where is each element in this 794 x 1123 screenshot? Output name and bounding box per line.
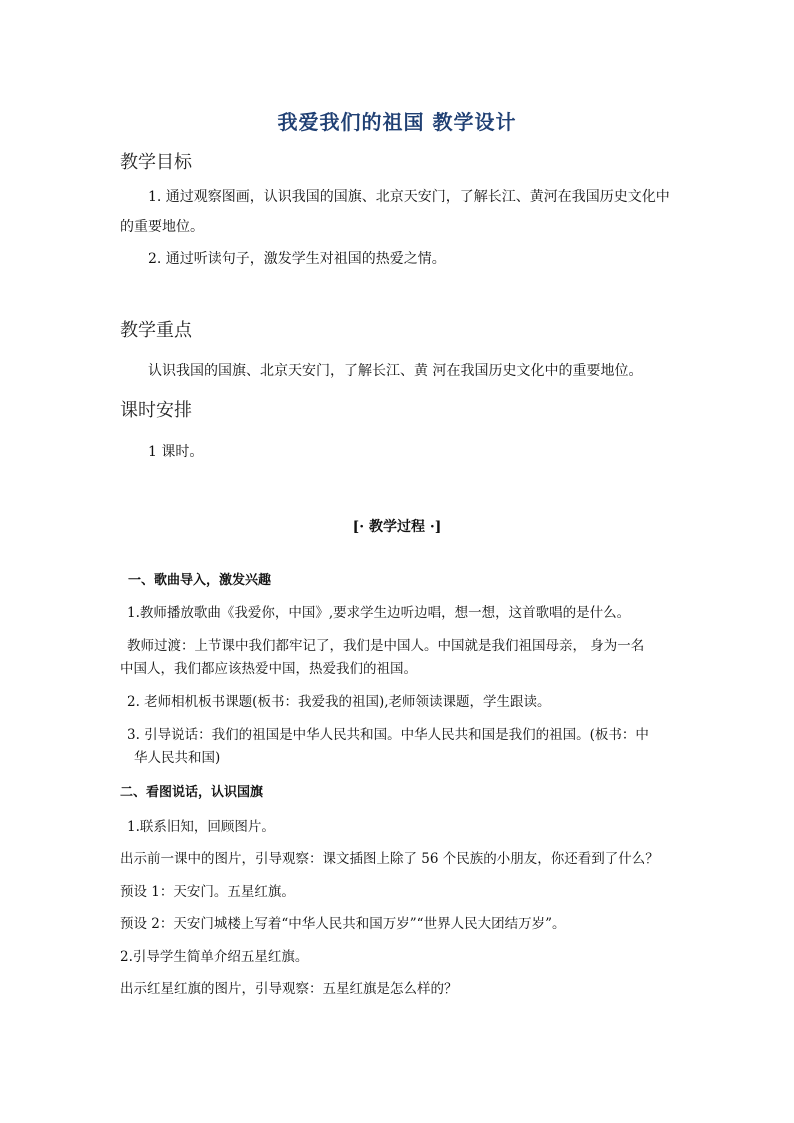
section-2-heading: 二、看图说话，认识国旗	[120, 785, 264, 800]
section-1-paragraph-4-line-2: 华人民共和国)	[134, 750, 221, 766]
keypoints-text: 认识我国的国旗、北京天安门，了解长江、黄 河在我国历史文化中的重要地位。	[148, 363, 643, 379]
section-2-paragraph-2: 出示前一课中的图片，引导观察：课文插图上除了 56 个民族的小朋友，你还看到了什么？	[120, 851, 659, 867]
document-title: 我爱我们的祖国 教学设计	[277, 110, 517, 134]
objective-item-2: 2. 通过听读句子，激发学生对祖国的热爱之情。	[148, 251, 446, 267]
section-2-paragraph-6: 出示红星红旗的图片，引导观察：五星红旗是怎么样的？	[120, 981, 458, 997]
section-2-paragraph-4: 预设 2：天安门城楼上写着“中华人民共和国万岁”“世界人民大团结万岁”。	[120, 916, 566, 932]
section-2-paragraph-1: 1.联系旧知，回顾图片。	[127, 819, 275, 835]
objective-item-1-line-1: 1. 通过观察图画，认识我国的国旗、北京天安门，了解长江、黄河在我国历史文化中	[148, 189, 670, 205]
section-1-paragraph-2-line-1: 教师过渡：上节课中我们都牢记了，我们是中国人。中国就是我们祖国母亲， 身为一名	[127, 638, 645, 654]
section-1-paragraph-1: 1.教师播放歌曲《我爱你，中国》,要求学生边听边唱，想一想，这首歌唱的是什么。	[127, 605, 631, 621]
keypoints-heading: 教学重点	[120, 320, 192, 341]
process-heading: [· 教学过程 ·]	[352, 519, 442, 535]
section-2-paragraph-3: 预设 1：天安门。五星红旗。	[120, 884, 295, 900]
schedule-text: 1 课时。	[148, 444, 204, 460]
schedule-heading: 课时安排	[120, 400, 192, 421]
section-1-heading: 一、歌曲导入，激发兴趣	[128, 573, 272, 588]
section-1-paragraph-3: 2. 老师相机板书课题(板书：我爱我的祖国),老师领读课题，学生跟读。	[127, 694, 551, 710]
objective-item-1-line-2: 的重要地位。	[120, 219, 204, 235]
section-2-paragraph-5: 2.引导学生简单介绍五星红旗。	[120, 949, 309, 965]
section-1-paragraph-2-line-2: 中国人，我们都应该热爱中国，热爱我们的祖国。	[120, 661, 417, 677]
objectives-heading: 教学目标	[120, 152, 192, 173]
section-1-paragraph-4-line-1: 3. 引导说话：我们的祖国是中华人民共和国。中华人民共和国是我们的祖国。(板书：中	[127, 727, 649, 743]
